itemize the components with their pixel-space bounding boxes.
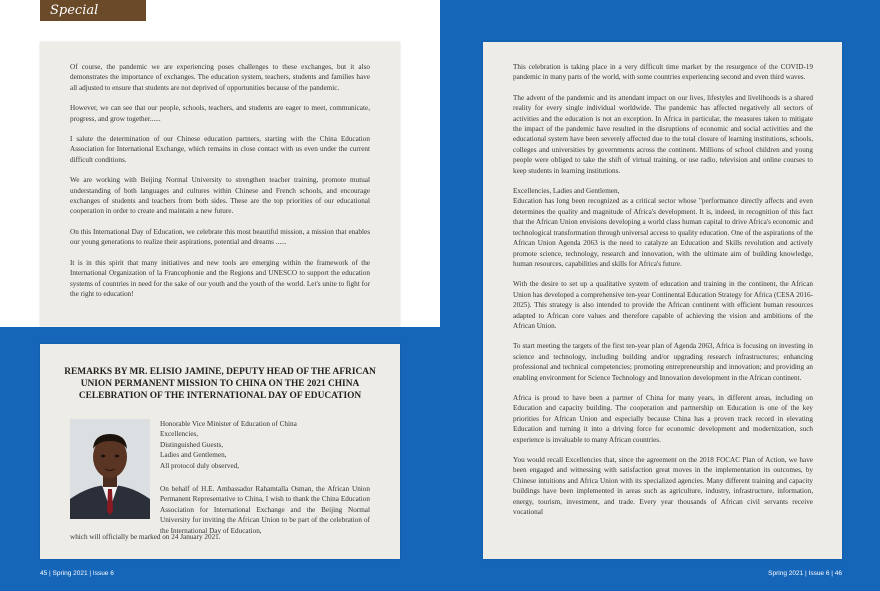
paragraph: On this International Day of Education, we celebrate this most beautiful mission, a mission that enables our young generations to realize their aspirations, potential and dreams ...... xyxy=(70,227,370,247)
paragraph: However, we can see that our people, schools, teachers, and students are eager to meet, communicate, progress, and grow together...... xyxy=(70,104,370,123)
remarks-body-end: which will officially be marked on 24 January 2021. xyxy=(70,533,221,541)
salutation-line: Excellencies, xyxy=(160,430,199,439)
salutation-line: Ladies and Gentlemen, xyxy=(160,451,227,460)
portrait-illustration xyxy=(70,419,150,519)
paragraph: We are working with Beijing Normal University to strengthen teacher training, promote mutual understanding of both languages and cultures within Chinese and French schools, and encourage exchanges of students and teachers from both sides. These are the top priorities of our educational cooperation in order to create and maintain a new future. xyxy=(70,176,370,216)
remarks-card xyxy=(40,344,400,559)
paragraph: This celebration is taking place in a very difficult time market by the resurgence of the COVID-19 pandemic in many parts of the world, with some countries experiencing second and even third waves. xyxy=(513,63,813,82)
paragraph: With the desire to set up a qualitative system of education and training in the continent, the African Union has developed a comprehensive ten-year Continental Education Strategy for Africa (CESA 2016-2025). This strategy is also intended to provide the African continent with efficient human resources adapted to African core values and therefore capable of achieving the vision and ambitions of the African Union. xyxy=(513,280,813,330)
paragraph: You would recall Excellencies that, since the agreement on the 2018 FOCAC Plan of Action, we have been engaged and witnessing with satisfaction great moves in the implementation its outcomes, by Chinese intuitions and Africa Union with its specialized agencies. Many different training and capacity buildings have been implemented in areas such as agriculture, industry, infrastructure, information, energy, tourism, investment, and trade. Every year thousands of African civil servants receive vocational xyxy=(513,456,813,517)
paragraph: Of course, the pandemic we are experiencing poses challenges to these exchanges, but it also demonstrates the importance of exchanges. The education system, teachers, students and families have all adjusted to ensure that students are not deprived of opportunities because of the pandemic. xyxy=(70,63,370,92)
paragraph: To start meeting the targets of the first ten-year plan of Agenda 2063, Africa is focusing on investing in science and technology, including building and/or upgrading research infrastructures; enhancing professional and technical competencies; promoting entrepreneurship and innovation; and providing an enabling environment for Science Technology and Innovation development in the African continent. xyxy=(513,342,813,382)
paragraph: The advent of the pandemic and its attendant impact on our lives, lifestyles and livelihoods is a shared reality for every single individual worldwide. The pandemic has affected negatively all sectors of activities and the education is not an exception. In Africa in particular, the measures taken to mitigate the impact of the pandemic have resulted in the disruptions of economic and social activities and the educational system have been severely affected due to the total closure of learning institutions, schools, colleges and universities by governments across the continent. Millions of school children and young people were obliged to take the shift of virtual training, or use radio, television and online courses to keep students in learning institutions. xyxy=(513,93,813,175)
salutation-line: All protocol duly observed, xyxy=(160,461,240,470)
speech-text xyxy=(70,62,370,309)
salutation-line: Distinguished Guests, xyxy=(160,440,224,449)
paragraph: I salute the determination of our Chinese education partners, starting with the China Education Association for International Exchange, which remains in close contact with us even under the current difficult conditions. xyxy=(70,135,370,164)
remarks-continuation-card xyxy=(483,42,842,559)
remarks-body: On behalf of H.E. Ambassador Rahamtalla Osman, the African Union Permanent Representative to China, I wish to thank the China Education Association for International Exchange and the Beijing Normal University for inviting the African Union to be part of the celebration of the International Day of Education, xyxy=(160,485,370,535)
section-tag: Special Events xyxy=(40,0,146,21)
salutation-line: Honorable Vice Minister of Education of China xyxy=(160,420,297,428)
ambassador-speech-card xyxy=(40,42,400,326)
paragraph: Excellencies, Ladies and Gentlemen, xyxy=(513,187,620,196)
paragraph: Africa is proud to have been a partner of China for many years, in different areas, including on Education and capacity building. The cooperation and partnership on Education is one of the key priorities for African Union and especially because China has a proven track record in elevating Education and turning it into a driving force for economic development and modernization, such experience is invaluable to many African countries. xyxy=(513,393,813,444)
paragraph: It is in this spirit that many initiatives and new tools are emerging within the framework of the International Organization of la Francophonie and the Regions and UNESCO to support the education systems of countries in need for the sake of our youth and the youth of the world. Let's unite to fight for the right to education! xyxy=(70,258,370,298)
salutation-list xyxy=(160,419,370,471)
footer-left-page-number: 45 | Spring 2021 | Issue 6 xyxy=(40,570,114,577)
speaker-portrait xyxy=(70,419,150,519)
remarks-headline: REMARKS BY MR. ELISIO JAMINE, DEPUTY HEAD OF THE AFRICAN UNION PERMANENT MISSION TO CHINA ON THE 2021 CHINA CELEBRATION OF THE INTERNATIONAL DAY OF EDUCATION xyxy=(64,367,376,401)
paragraph: Education has long been recognized as a critical sector whose "performance directly affects and even determines the quality and magnitude of Africa's development. It is, indeed, in recognition of this fact that the African Union envisions developing a world class human capital to drive Africa's economic and technological transformation through universal access to quality education. One of the aspirations of the African Union Agenda 2063 is the need to catalyze an Education and Skills revolution and actively promote science, technology, research and innovation, with the ultimate aim of building knowledge, human resources, capabilities and skills for Africa's future. xyxy=(513,197,813,268)
continuation-text xyxy=(513,62,813,527)
footer-right-page-number: Spring 2021 | Issue 6 | 46 xyxy=(768,570,842,577)
